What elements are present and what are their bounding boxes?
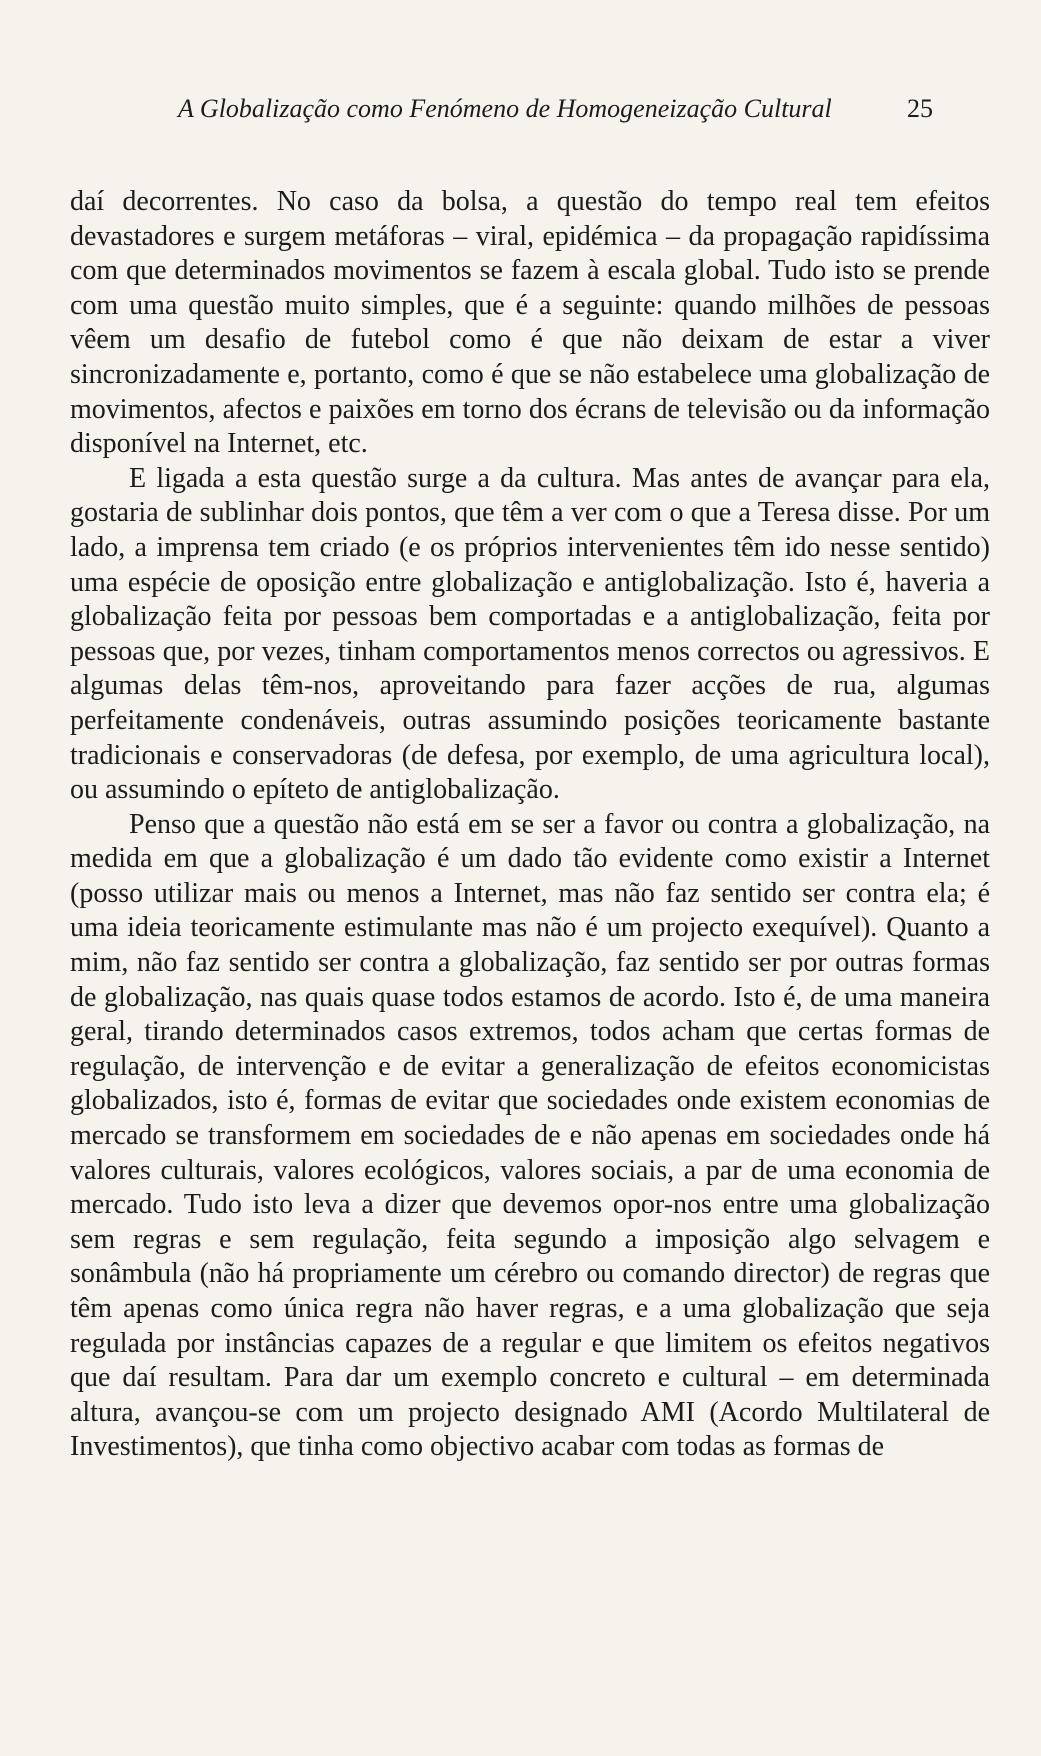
body-text <box>70 185 990 1465</box>
running-title: A Globalização como Fenómeno de Homogeneização Cultural <box>178 94 832 123</box>
page-number: 25 <box>907 94 933 123</box>
running-head <box>68 92 973 126</box>
paragraph-1: daí decorrentes. No caso da bolsa, a questão do tempo real tem efeitos devastadores e surgem metáforas – viral, epidémica – da propagação rapidíssima com que determinados movimentos se fazem à escala global. Tudo isto se prende com uma questão muito simples, que é a seguinte: quando milhões de pessoas vêem um desafio de futebol como é que não deixam de estar a viver sincronizadamente e, portanto, como é que se não estabelece uma globalização de movimentos, afectos e paixões em torno dos écrans de televisão ou da informação disponível na Internet, etc. <box>70 186 990 460</box>
paragraph-3: Penso que a questão não está em se ser a favor ou contra a globalização, na medida em que a globalização é um dado tão evidente como existir a Internet (posso utilizar mais ou menos a Internet, mas não faz sentido ser contra ela; é uma ideia teoricamente estimulante mas não é um projecto exequível). Quanto a mim, não faz sentido ser contra a globalização, faz sentido ser por outras formas de globalização, nas quais quase todos estamos de acordo. Isto é, de uma maneira geral, tirando determinados casos extremos, todos acham que certas formas de regulação, de intervenção e de evitar a generalização de efeitos economicistas globalizados, isto é, formas de evitar que sociedades onde existem economias de mercado se transformem em sociedades de e não apenas em sociedades onde há valores culturais, valores ecológicos, valores sociais, a par de uma economia de mercado. Tudo isto leva a dizer que devemos opor-nos entre uma globalização sem regras e sem regulação, feita segundo a imposição algo selvagem e sonâmbula (não há propriamente um cérebro ou comando director) de regras que têm apenas como única regra não haver regras, e a uma globalização que seja regulada por instâncias capazes de a regular e que limitem os efeitos negativos que daí resultam. Para dar um exemplo concreto e cultural – em determinada altura, avançou-se com um projecto designado AMI (Acordo Multilateral de Investimentos), que tinha como objectivo acabar com todas as formas de <box>70 808 990 1463</box>
paragraph-2: E ligada a esta questão surge a da cultura. Mas antes de avançar para ela, gostaria de sublinhar dois pontos, que têm a ver com o que a Teresa disse. Por um lado, a imprensa tem criado (e os próprios intervenientes têm ido nesse sentido) uma espécie de oposição entre globalização e antiglobalização. Isto é, haveria a globalização feita por pessoas bem comportadas e a antiglobalização, feita por pessoas que, por vezes, tinham comportamentos menos correctos ou agressivos. E algumas delas têm-nos, aproveitando para fazer acções de rua, algumas perfeitamente condenáveis, outras assumindo posições teoricamente bastante tradicionais e conservadoras (de defesa, por exemplo, de uma agricultura local), ou assumindo o epíteto de antiglobalização. <box>70 462 990 806</box>
